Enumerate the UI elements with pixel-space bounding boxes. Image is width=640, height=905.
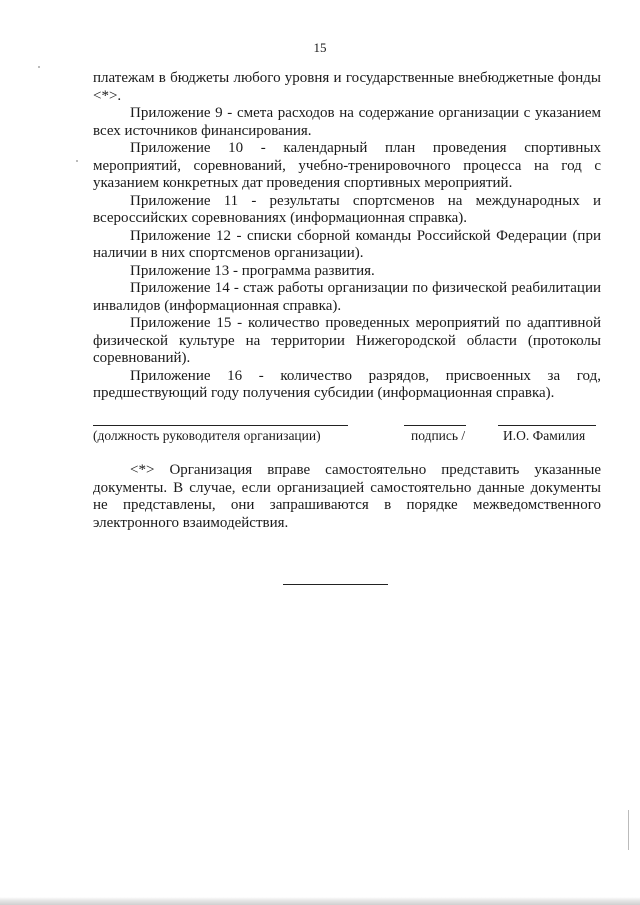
body-text [93,70,601,403]
signature-block [0,411,640,451]
paragraph-appendix-11: Приложение 11 - результаты спортсменов на международных и всероссийских соревнованиях (информационная справка). [93,192,601,226]
signature-label: подпись / [411,428,466,443]
name-signature-line [498,425,596,426]
paragraph-appendix-15: Приложение 15 - количество проведенных мероприятий по адаптивной физической культуре на территории Нижегородской области (протоколы соревнований). [93,315,601,366]
name-label: И.О. Фамилия [503,428,586,443]
paragraph-appendix-12: Приложение 12 - списки сборной команды Российской Федерации (при наличии в них спортсменов организации). [93,227,601,261]
paragraph-continuation: платежам в бюджеты любого уровня и государственные внебюджетные фонды <*>. [93,70,601,104]
footnote [93,462,601,532]
footnote-text: <*> Организация вправе самостоятельно представить указанные документы. В случае, если организацией самостоятельно данные документы не представлены, они запрашиваются в порядке межведомственного электронного взаимодействия. [93,462,601,531]
scan-artifact-mark [76,160,78,162]
paragraph-appendix-10: Приложение 10 - календарный план проведения спортивных мероприятий, соревнований, учебно-тренировочного процесса на год с указанием конкретных дат проведения спортивных мероприятий. [93,140,601,191]
signature-line [404,425,466,426]
page-number: 15 [313,40,327,55]
paragraph-appendix-13: Приложение 13 - программа развития. [130,262,375,279]
paragraph-appendix-16: Приложение 16 - количество разрядов, присвоенных за год, предшествующий году получения субсидии (информационная справка). [93,367,601,401]
scan-artifact-mark [628,810,629,850]
scan-edge-strip [0,897,640,905]
paragraph-appendix-9: Приложение 9 - смета расходов на содержание организации с указанием всех источников финансирования. [93,105,601,139]
paragraph-appendix-14: Приложение 14 - стаж работы организации по физической реабилитации инвалидов (информационная справка). [93,280,601,314]
position-label: (должность руководителя организации) [93,428,321,443]
scan-artifact-mark [38,66,40,68]
end-of-document-rule [283,584,388,585]
position-signature-line [93,425,348,426]
